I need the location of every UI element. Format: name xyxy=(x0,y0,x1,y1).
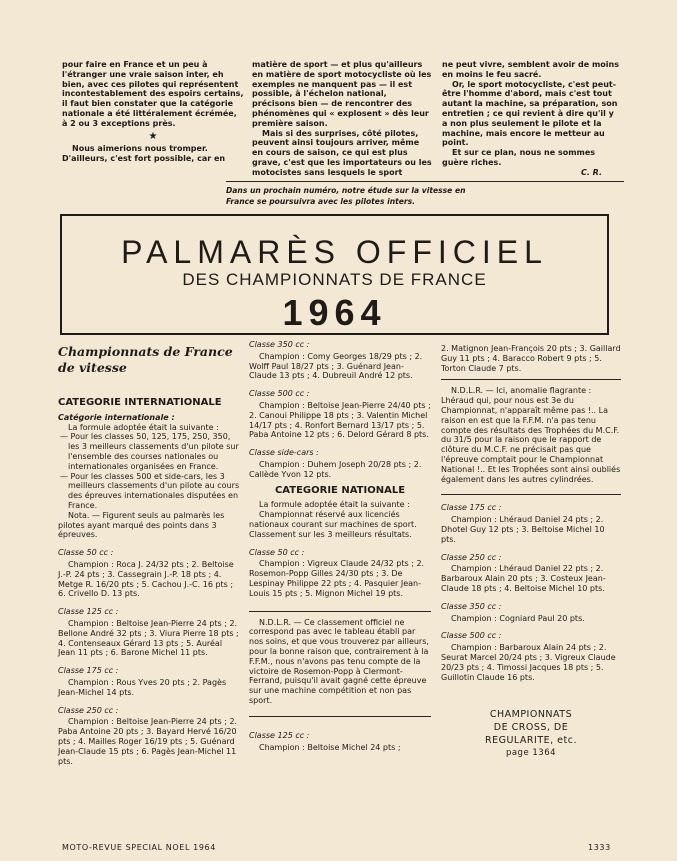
class-results: Champion : Rous Yves 20 pts ; 2. Pagès Jean-Michel 14 pts. xyxy=(58,677,227,697)
class-heading: Classe 50 cc : xyxy=(58,548,114,558)
top-column-1 xyxy=(62,60,244,164)
class-results: Champion : Lhéraud Daniel 24 pts ; 2. Dhotel Guy 12 pts ; 3. Beltoise Michel 10 pts. xyxy=(441,515,605,544)
class-results-continued: 2. Matignon Jean-François 20 pts ; 3. Gaillard Guy 11 pts ; 4. Baracco Robert 9 pts ; 5. Torton Claude 7 pts. xyxy=(441,344,621,373)
next-issue-notice xyxy=(226,185,626,207)
notice-rule xyxy=(226,181,624,182)
reference-line: CHAMPIONNATS xyxy=(489,709,573,721)
class-heading: Classe side-cars : xyxy=(249,448,319,458)
class-heading: Classe 175 cc : xyxy=(58,666,119,676)
script-title-line: Championnats de France xyxy=(58,344,233,359)
section-heading-international: CATEGORIE INTERNATIONALE xyxy=(58,397,222,408)
intro-text: La formule adoptée était la suivante : xyxy=(68,422,219,432)
right-column xyxy=(441,344,621,760)
section-heading-national: CATEGORIE NATIONALE xyxy=(274,484,406,496)
editor-note: N.D.L.R. — Ici, anomalie flagrante : Lhéraud qui, pour nous est 3e du Championnat, n'apparaît même pas !.. La raison en est que la F.F.M. n'a pas tenu compte des résultats des Trophées du M.C.F. du 31/5 pour la raison que le rapport de clôture du M.C.F. ne précisait pas que l'épreuve comptait pour le Championnat National !.. Et les Trophées sont ainsi oubliés également dans les autres cylindrées. xyxy=(441,386,621,484)
class-results: Champion : Vigreux Claude 24/32 pts ; 2. Rosemon-Popp Gilles 24/30 pts ; 3. De Lespinay Philippe 22 pts ; 4. Pasquier Jean-Louis 15 pts ; 5. Mignon Michel 19 pts. xyxy=(249,559,425,598)
top-column-2 xyxy=(252,60,432,178)
top-column-3 xyxy=(442,60,622,178)
class-heading: Classe 250 cc : xyxy=(441,552,502,562)
footer-page-number: 1333 xyxy=(588,843,611,852)
section-script-title xyxy=(58,344,240,376)
reference-line: REGULARITE, etc. xyxy=(485,735,577,747)
author-signature: C. R. xyxy=(580,167,602,177)
class-results: Champion : Beltoise Jean-Pierre 24 pts ; 2. Bellone André 32 pts ; 3. Viura Pierre 18 pts ; 4. Contenseaux Gérard 13 pts ; 5. Auréal Jean 11 pts ; 6. Barone Michel 11 pts. xyxy=(58,618,239,658)
class-results: Champion : Comy Georges 18/29 pts ; 2. Wolff Paul 18/27 pts ; 3. Guénard Jean-Claude 13 pts ; 4. Dubreuil André 12 pts. xyxy=(249,351,423,381)
banner-year: 1964 xyxy=(282,292,387,333)
nota-text: Nota. — Figurent seuls au palmarès les pilotes ayant marqué des points dans 3 épreuves. xyxy=(58,510,225,540)
class-results: Champion : Duhem Joseph 20/28 pts ; 2. Callède Yvon 12 pts. xyxy=(249,459,422,479)
class-heading: Classe 350 cc : xyxy=(249,340,310,349)
palmares-banner xyxy=(60,214,609,335)
page-reference xyxy=(441,708,621,760)
rule-item: — Pour les classes 500 et side-cars, les 3 meilleurs classements d'un pilote au cours des épreuves internationales disputées en France. xyxy=(60,471,240,510)
script-title-line: de vitesse xyxy=(58,360,127,375)
reference-line: DE CROSS, DE xyxy=(493,722,569,734)
class-results: Champion : Beltoise Jean-Pierre 24 pts ; 2. Paba Antoine 20 pts ; 3. Bayard Hervé 16/20 pts ; 4. Mailles Roger 16/19 pts ; 5. Guénard Jean-Claude 15 pts ; 6. Pagès Jean-Michel 11 pts. xyxy=(58,717,238,766)
left-column xyxy=(58,344,240,766)
middle-column xyxy=(249,340,431,752)
top-col1-paragraph: D'ailleurs, c'est fort possible, car en xyxy=(62,154,226,164)
rule-item: — Pour les classes 50, 125, 175, 250, 350, les 3 meilleurs classements d'un pilote sur l'ensemble des courses nationales ou internationales organisées en France. xyxy=(60,432,239,471)
top-col3-paragraph: ne peut vivre, semblent avoir de moins en moins le feu sacré. xyxy=(442,60,620,79)
class-heading: Classe 125 cc : xyxy=(249,730,310,740)
class-results: Champion : Beltoise Jean-Pierre 24/40 pts ; 2. Canoui Philippe 18 pts ; 3. Valentin Michel 14/17 pts ; 4. Ronfort Bernard 13/17 pts ; 5. Paba Antoine 12 pts ; 6. Delord Gérard 8 pts. xyxy=(249,400,431,440)
star-separator: ★ xyxy=(148,130,158,142)
class-results: Champion : Beltoise Michel 24 pts ; xyxy=(259,742,401,752)
subheading: Catégorie internationale : xyxy=(58,412,175,422)
top-col3-paragraph: Et sur ce plan, nous ne sommes guère riches. xyxy=(442,148,596,167)
notice-line: France se poursuivra avec les pilotes inters. xyxy=(226,197,416,206)
top-col2-paragraph: Mais si des surprises, côté pilotes, peuvent ainsi toujours arriver, même en cours de saison, ce qui est plus grave, c'est que les importateurs ou les motocistes sans lesquels le sport xyxy=(252,128,432,177)
class-heading: Classe 350 cc : xyxy=(441,601,502,611)
class-heading: Classe 250 cc : xyxy=(58,705,119,715)
divider xyxy=(441,379,621,380)
top-col3-paragraph: Or, le sport motocycliste, c'est peut-être l'homme d'abord, mais c'est tout autant la machine, sa préparation, son entretien ; ce qui revient à dire qu'il y a non plus seulement le pilote et la machine, mais encore le metteur au point. xyxy=(442,79,618,148)
class-heading: Classe 500 cc : xyxy=(249,389,310,399)
divider xyxy=(441,494,621,495)
class-heading: Classe 175 cc : xyxy=(441,503,502,513)
banner-title: PALMARÈS OFFICIEL xyxy=(121,234,548,270)
notice-line: Dans un prochain numéro, notre étude sur la vitesse en xyxy=(226,186,466,195)
class-results: Champion : Barbaroux Alain 24 pts ; 2. Seurat Marcel 20/24 pts ; 3. Vigreux Claude 20/23 pts ; 4. Timossi Jacques 18 pts ; 5. Guillotin Claude 16 pts. xyxy=(441,643,616,682)
class-results: Champion : Cogniard Paul 20 pts. xyxy=(451,613,585,623)
top-col1-paragraph: Nous aimerions nous tromper. xyxy=(72,144,208,154)
class-results: Champion : Lhéraud Daniel 22 pts ; 2. Barbaroux Alain 20 pts ; 3. Costeux Jean-Claude 18 pts ; 4. Beltoise Michel 10 pts. xyxy=(441,564,606,593)
top-col1-paragraph: pour faire en France et un peu à l'étranger une vraie saison inter, eh bien, avec ces pilotes qui représentent incontestablement des espoirs certains, il faut bien constater que la catégorie nationale a été littéralement écrémée, à 2 ou 3 exceptions près. xyxy=(62,60,244,128)
footer-publication: MOTO-REVUE SPECIAL NOEL 1964 xyxy=(62,843,216,852)
formula-text: Championnat réservé aux licenciés nationaux courant sur machines de sport. Classement sur les 3 meilleurs résultats. xyxy=(249,510,417,539)
class-heading: Classe 50 cc : xyxy=(249,547,305,557)
top-col2-paragraph: matière de sport — et plus qu'ailleurs en matière de sport motocycliste où les exemples ne manquent pas — il est possible, à l'échelon national, précisons bien — de rencontrer des phénomènes qui « explosent » dès leur première saison. xyxy=(252,60,432,128)
class-heading: Classe 500 cc : xyxy=(441,631,502,641)
divider xyxy=(249,611,431,612)
class-heading: Classe 125 cc : xyxy=(58,607,119,617)
divider xyxy=(249,716,431,717)
intro-text: La formule adoptée était la suivante : xyxy=(259,500,410,510)
banner-subtitle: DES CHAMPIONNATS DE FRANCE xyxy=(182,270,487,289)
class-results: Champion : Roca J. 24/32 pts ; 2. Beltoise J.-P. 24 pts ; 3. Cassegrain J.-P. 18 pts ; 4. Metge R. 16/20 pts ; 5. Cachou J.-C. 16 pts ; 6. Crivello D. 13 pts. xyxy=(58,559,234,599)
reference-page-link: page 1364 xyxy=(505,748,557,759)
editor-note: N.D.L.R. — Ce classement officiel ne correspond pas avec le tableau établi par nos soins, et que vous trouverez par ailleurs, pour la bonne raison que, contrairement à la F.F.M., nous n'avons pas tenu compte de la victoire de Rosemon-Popp à Clermont-Ferrand, puisqu'il avait gagné cette épreuve sur une machine compétition et non pas sport. xyxy=(249,617,429,705)
